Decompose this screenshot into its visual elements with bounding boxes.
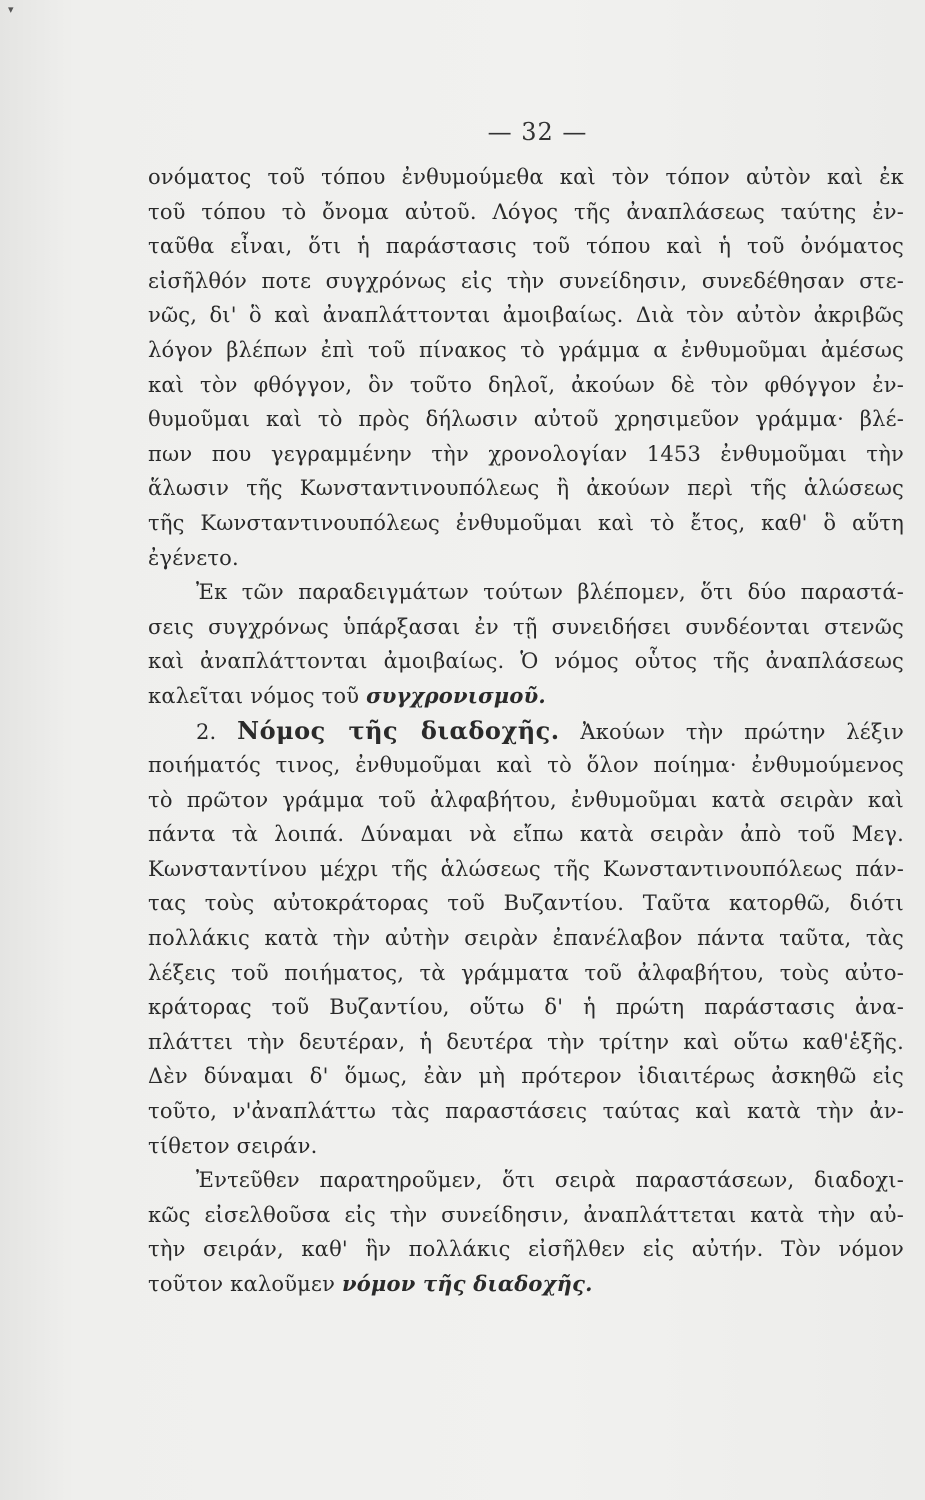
corner-mark: ▾	[8, 3, 14, 16]
text-line: ἐγένετο.	[148, 545, 239, 570]
text-line: νῶς, δι' ὃ καὶ ἀναπλάττονται ἀμοιβαίως. Διὰ τὸν αὐτὸν ἀκριβῶς	[148, 303, 904, 328]
text-line: πων που γεγραμμένην τὴν χρονολογίαν 1453 ἐνθυμοῦμαι τὴν	[148, 441, 904, 466]
text-line: Κωνσταντίνου μέχρι τῆς ἁλώσεως τῆς Κωνσταντινουπόλεως πάν-	[148, 856, 904, 881]
section-number: 2.	[196, 719, 238, 744]
text-line: τας τοὺς αὐτοκράτορας τοῦ Βυζαντίου. Ταῦτα κατορθῶ, διότι	[148, 891, 904, 916]
text-line: τὴν σειράν, καθ' ἣν πολλάκις εἰσῆλθεν εἰς αὐτήν. Τὸν νόμον	[148, 1237, 904, 1262]
text-line: τῆς Κωνσταντινουπόλεως ἐνθυμοῦμαι καὶ τὸ ἔτος, καθ' ὃ αὕτη	[148, 510, 904, 535]
text-line: θυμοῦμαι καὶ τὸ πρὸς δήλωσιν αὐτοῦ χρησιμεῦον γράμμα· βλέ-	[148, 407, 904, 432]
text-line	[148, 679, 904, 714]
section-title: Νόμος τῆς διαδοχῆς.	[237, 715, 560, 745]
text-line: λόγον βλέπων ἐπὶ τοῦ πίνακος τὸ γράμμα α ἐνθυμοῦμαι ἀμέσως	[148, 337, 904, 362]
page-number: — 32 —	[487, 118, 588, 146]
paragraph-3	[148, 714, 904, 1164]
text-run: Ἀκούων τὴν πρώτην λέξιν	[559, 719, 904, 744]
text-line: κράτορας τοῦ Βυζαντίου, οὕτω δ' ἡ πρώτη παράστασις ἀνα-	[148, 995, 904, 1020]
emphasized-term: συγχρονισμοῦ.	[366, 682, 546, 708]
text-line: Ἐντεῦθεν παρατηροῦμεν, ὅτι σειρὰ παραστάσεων, διαδοχι-	[196, 1168, 904, 1193]
text-line: πάντα τὰ λοιπά. Δύναμαι νὰ εἴπω κατὰ σειρὰν ἀπὸ τοῦ Μεγ.	[148, 822, 904, 847]
body-text	[148, 160, 904, 1302]
text-line: κῶς εἰσελθοῦσα εἰς τὴν συνείδησιν, ἀναπλάττεται κατὰ τὴν αὐ-	[148, 1202, 904, 1227]
text-line: ἅλωσιν τῆς Κωνσταντινουπόλεως ἢ ἀκούων περὶ τῆς ἁλώσεως	[148, 476, 904, 501]
text-line: τὸ πρῶτον γράμμα τοῦ ἀλφαβήτου, ἐνθυμοῦμαι κατὰ σειρὰν καὶ	[148, 787, 904, 812]
text-run: τοῦτον καλοῦμεν	[148, 1272, 342, 1296]
text-line: τίθετον σειράν.	[148, 1133, 318, 1158]
text-line: ταῦθα εἶναι, ὅτι ἡ παράστασις τοῦ τόπου καὶ ἡ τοῦ ὀνόματος	[148, 234, 904, 259]
paragraph-1	[148, 160, 904, 575]
paragraph-2	[148, 575, 904, 713]
text-line: τοῦ τόπου τὸ ὄνομα αὐτοῦ. Λόγος τῆς ἀναπλάσεως ταύτης ἐν-	[148, 199, 904, 224]
text-line	[148, 1267, 904, 1302]
text-line: σεις συγχρόνως ὑπάρξασαι ἐν τῇ συνειδήσει συνδέονται στενῶς	[148, 614, 904, 639]
paragraph-4	[148, 1163, 904, 1301]
emphasized-term: νόμον τῆς διαδοχῆς.	[341, 1271, 593, 1296]
text-line: Ἐκ τῶν παραδειγμάτων τούτων βλέπομεν, ὅτι δύο παραστά-	[196, 580, 904, 605]
text-line: πλάττει τὴν δευτέραν, ἡ δευτέρα τὴν τρίτην καὶ οὕτω καθ'ἑξῆς.	[148, 1029, 904, 1054]
text-line: καὶ τὸν φθόγγον, ὃν τοῦτο δηλοῖ, ἀκούων δὲ τὸν φθόγγον ἐν-	[148, 372, 904, 397]
text-line: πολλάκις κατὰ τὴν αὐτὴν σειρὰν ἐπανέλαβον πάντα ταῦτα, τὰς	[148, 926, 904, 951]
section-heading-line	[148, 714, 904, 749]
text-run: καλεῖται νόμος τοῦ	[148, 683, 367, 708]
text-line: καὶ ἀναπλάττονται ἀμοιβαίως. Ὁ νόμος οὗτος τῆς ἀναπλάσεως	[148, 649, 904, 674]
text-line: ποιήματός τινος, ἐνθυμοῦμαι καὶ τὸ ὅλον ποίημα· ἐνθυμούμενος	[148, 753, 904, 778]
text-line: εἰσῆλθόν ποτε συγχρόνως εἰς τὴν συνείδησιν, συνεδέθησαν στε-	[148, 268, 904, 293]
text-line: λέξεις τοῦ ποιήματος, τὰ γράμματα τοῦ ἀλφαβήτου, τοὺς αὐτο-	[148, 960, 904, 985]
text-line: τοῦτο, ν'ἀναπλάττω τὰς παραστάσεις ταύτας καὶ κατὰ τὴν ἀν-	[148, 1099, 904, 1124]
text-line: ονόματος τοῦ τόπου ἐνθυμούμεθα καὶ τὸν τόπον αὐτὸν καὶ ἐκ	[148, 165, 904, 189]
text-line: Δὲν δύναμαι δ' ὅμως, ἐὰν μὴ πρότερον ἰδιαιτέρως ἀσκηθῶ εἰς	[148, 1064, 904, 1089]
